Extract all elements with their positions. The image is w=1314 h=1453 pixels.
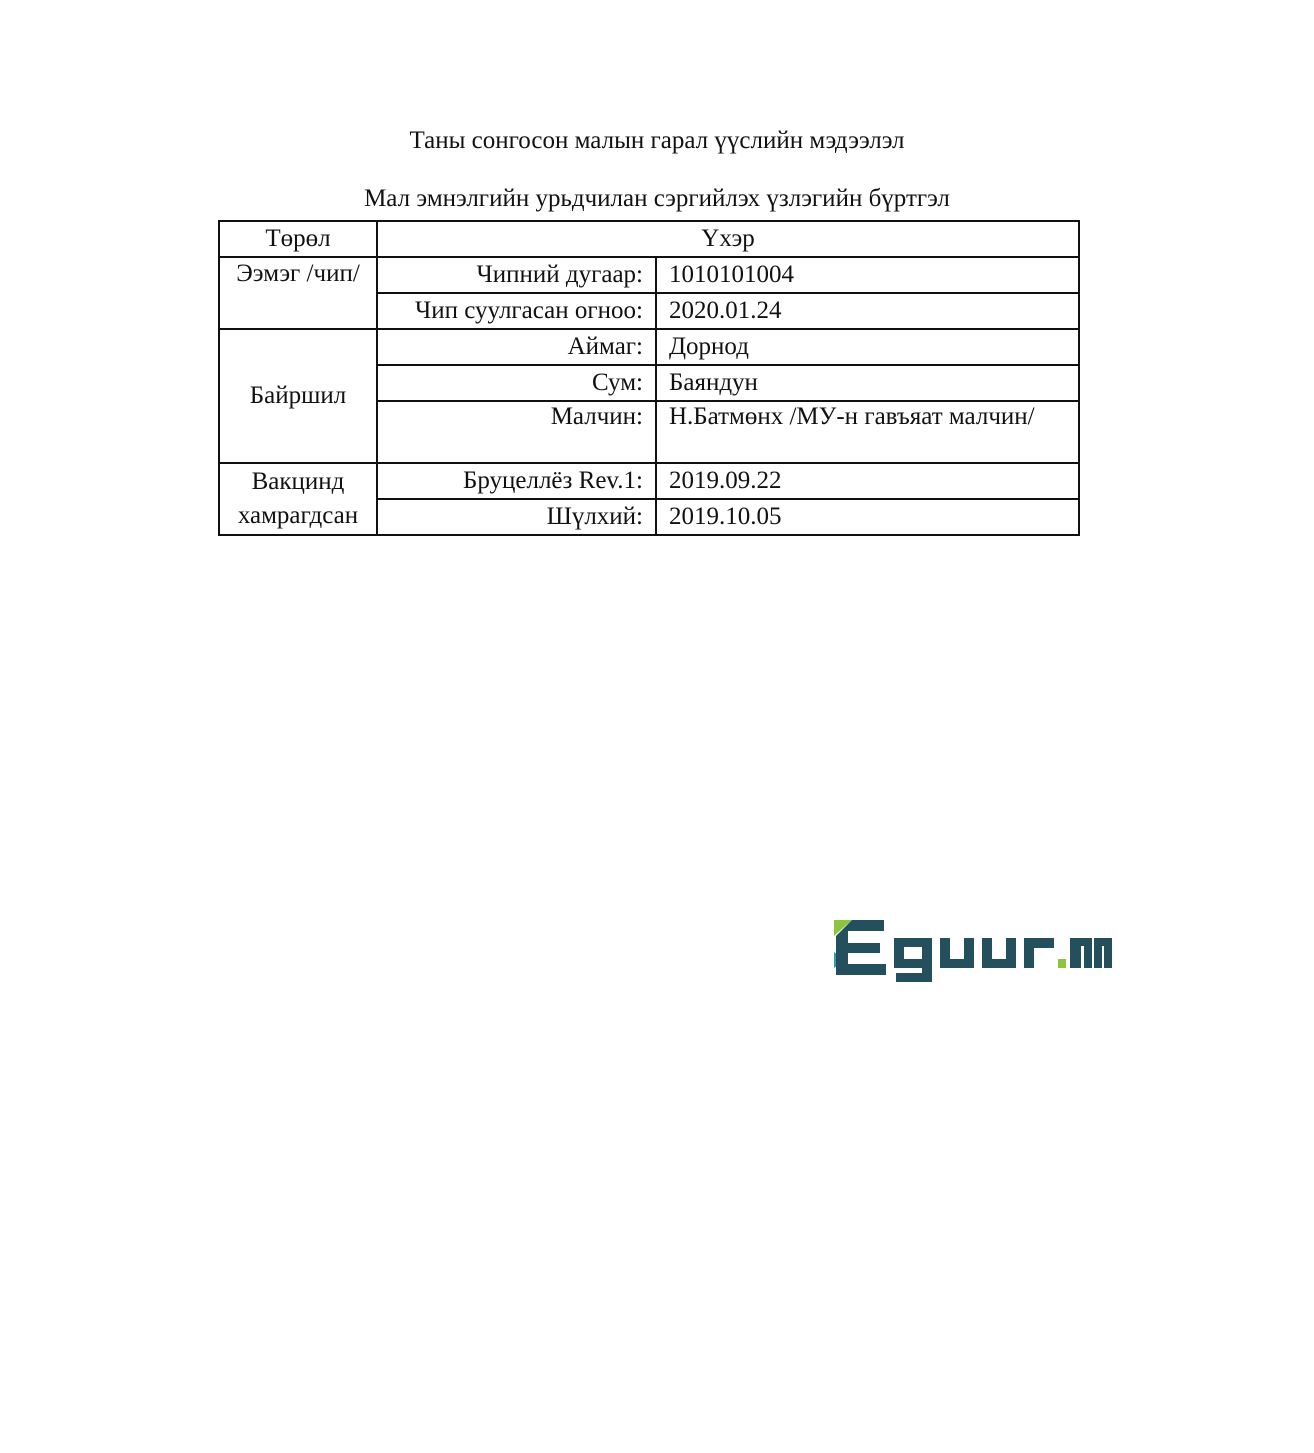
registration-table [218,220,1080,536]
brucellosis-value: 2019.09.22 [656,463,1079,499]
chip-number-label: Чипний дугаар: [377,257,656,293]
eguur-logo-image [832,912,1114,992]
document-title: Таны сонгосон малын гарал үүслийн мэдээлэл [409,127,905,154]
eguur-logo [832,912,1114,992]
sum-label: Сум: [377,365,656,401]
logo-dot [1058,959,1066,968]
vaccine-label [219,463,377,535]
aimag-label: Аймаг: [377,329,656,365]
fmd-label: Шүлхий: [377,499,656,535]
logo-letter-r [1024,938,1054,968]
table-row [219,257,1079,293]
sum-value: Баяндун [656,365,1079,401]
tag-label: Ээмэг /чип/ [219,257,377,329]
chip-date-label: Чип суулгасан огноо: [377,293,656,329]
vaccine-label-line1: Вакцинд [251,468,345,495]
type-label: Төрөл [219,221,377,257]
table-row [219,221,1079,257]
logo-letter-e [836,920,886,975]
vaccine-label-line2: хамрагдсан [237,502,359,529]
document-subtitle: Мал эмнэлгийн урьдчилан сэргийлэх үзлэгийн бүртгэл [364,185,950,212]
type-value: Үхэр [377,221,1079,257]
chip-number-value: 1010101004 [656,257,1079,293]
herder-value: Н.Батмөнх /МУ-н гавъяат малчин/ [656,401,1079,463]
aimag-value: Дорнод [656,329,1079,365]
logo-letter-u1 [940,938,974,968]
logo-letter-g [894,938,932,982]
logo-letter-m [1070,938,1092,968]
chip-date-value: 2020.01.24 [656,293,1079,329]
logo-letter-u2 [982,938,1016,968]
fmd-value: 2019.10.05 [656,499,1079,535]
herder-label: Малчин: [377,401,656,463]
location-label: Байршил [219,329,377,463]
logo-letter-n [1094,938,1112,968]
table-row [219,329,1079,365]
table-row [219,463,1079,499]
brucellosis-label: Бруцеллёз Rev.1: [377,463,656,499]
